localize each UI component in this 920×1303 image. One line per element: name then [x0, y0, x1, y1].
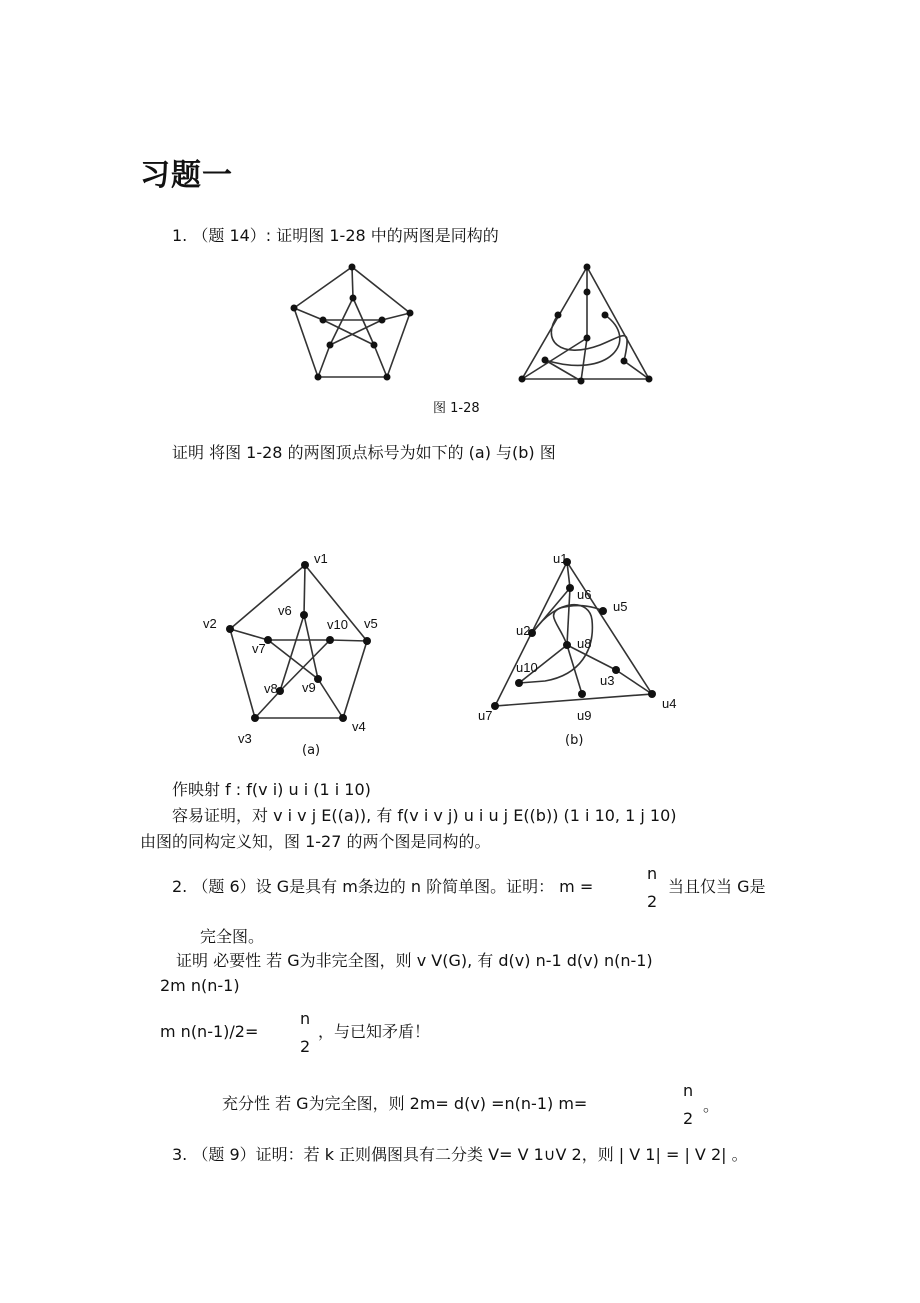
q2-binom-bottom-3: 2 — [683, 1109, 694, 1128]
graph-a — [226, 561, 371, 722]
label-v10: v10 — [327, 617, 348, 632]
label-u6: u6 — [577, 587, 592, 602]
q2-binom-top-2: n — [300, 1009, 311, 1028]
label-v4: v4 — [352, 719, 366, 734]
label-u7: u7 — [478, 708, 493, 723]
label-v6: v6 — [278, 603, 292, 618]
label-u4: u4 — [662, 696, 677, 711]
q2-line-2m: 2m n(n-1) — [160, 976, 240, 995]
label-v3: v3 — [238, 731, 252, 746]
label-v8: v8 — [264, 681, 278, 696]
label-u10: u10 — [516, 660, 538, 675]
label-u8: u8 — [577, 636, 592, 651]
q2-line-m-post: ，与已知矛盾！ — [318, 1022, 431, 1041]
q2-binom-top-3: n — [683, 1081, 694, 1100]
q2-header-post: 当且仅当 G是 — [668, 877, 766, 896]
label-u9: u9 — [577, 708, 592, 723]
q1-conclusion: 由图的同构定义知，图 1-27 的两个图是同构的。 — [140, 832, 491, 851]
q2-header-pre: 2. （题 6）设 G是具有 m条边的 n 阶简单图。证明： m = — [172, 877, 594, 896]
petersen-graph-left — [291, 264, 414, 381]
q2-sufficiency-end: 。 — [703, 1096, 720, 1115]
label-v7: v7 — [252, 641, 266, 656]
label-u5: u5 — [613, 599, 628, 614]
label-v5: v5 — [364, 616, 378, 631]
page-title: 习题一 — [140, 158, 233, 193]
figure-caption: 图 1-28 — [433, 401, 480, 416]
q1-proof-intro: 证明 将图 1-28 的两图顶点标号为如下的 (a) 与(b) 图 — [172, 443, 556, 462]
q2-header-cont: 完全图。 — [200, 927, 265, 946]
graph-b-caption: (b) — [565, 733, 584, 748]
q1-easy-line: 容易证明，对 v i v j E((a)), 有 f(v i v j) u i u j E((b)) (1 i 10, 1 j 10) — [172, 806, 677, 825]
label-u2: u2 — [516, 623, 531, 638]
q3-header: 3. （题 9）证明：若 k 正则偶图具有二分类 V= V 1∪V 2，则 | V 1| = | V 2| 。 — [172, 1145, 748, 1164]
triangle-graph-right — [519, 264, 653, 385]
q2-binom-top: n — [647, 864, 658, 883]
q2-binom-bottom: 2 — [647, 892, 658, 911]
q1-mapping: 作映射 f : f(v i) u i (1 i 10) — [172, 780, 371, 799]
label-u1: u1 — [553, 551, 568, 566]
q1-header: 1. （题 14）: 证明图 1-28 中的两图是同构的 — [172, 226, 499, 245]
label-v2: v2 — [203, 616, 217, 631]
graph-a-caption: (a) — [302, 743, 321, 758]
q2-binom-bottom-2: 2 — [300, 1037, 311, 1056]
q2-sufficiency-pre: 充分性 若 G为完全图，则 2m= d(v) =n(n-1) m= — [222, 1094, 588, 1113]
q2-necessity: 证明 必要性 若 G为非完全图，则 v V(G), 有 d(v) n-1 d(v) n(n-1) — [176, 951, 653, 970]
label-v1: v1 — [314, 551, 328, 566]
label-v9: v9 — [302, 680, 316, 695]
q2-line-m-pre: m n(n-1)/2= — [160, 1022, 259, 1041]
label-u3: u3 — [600, 673, 615, 688]
